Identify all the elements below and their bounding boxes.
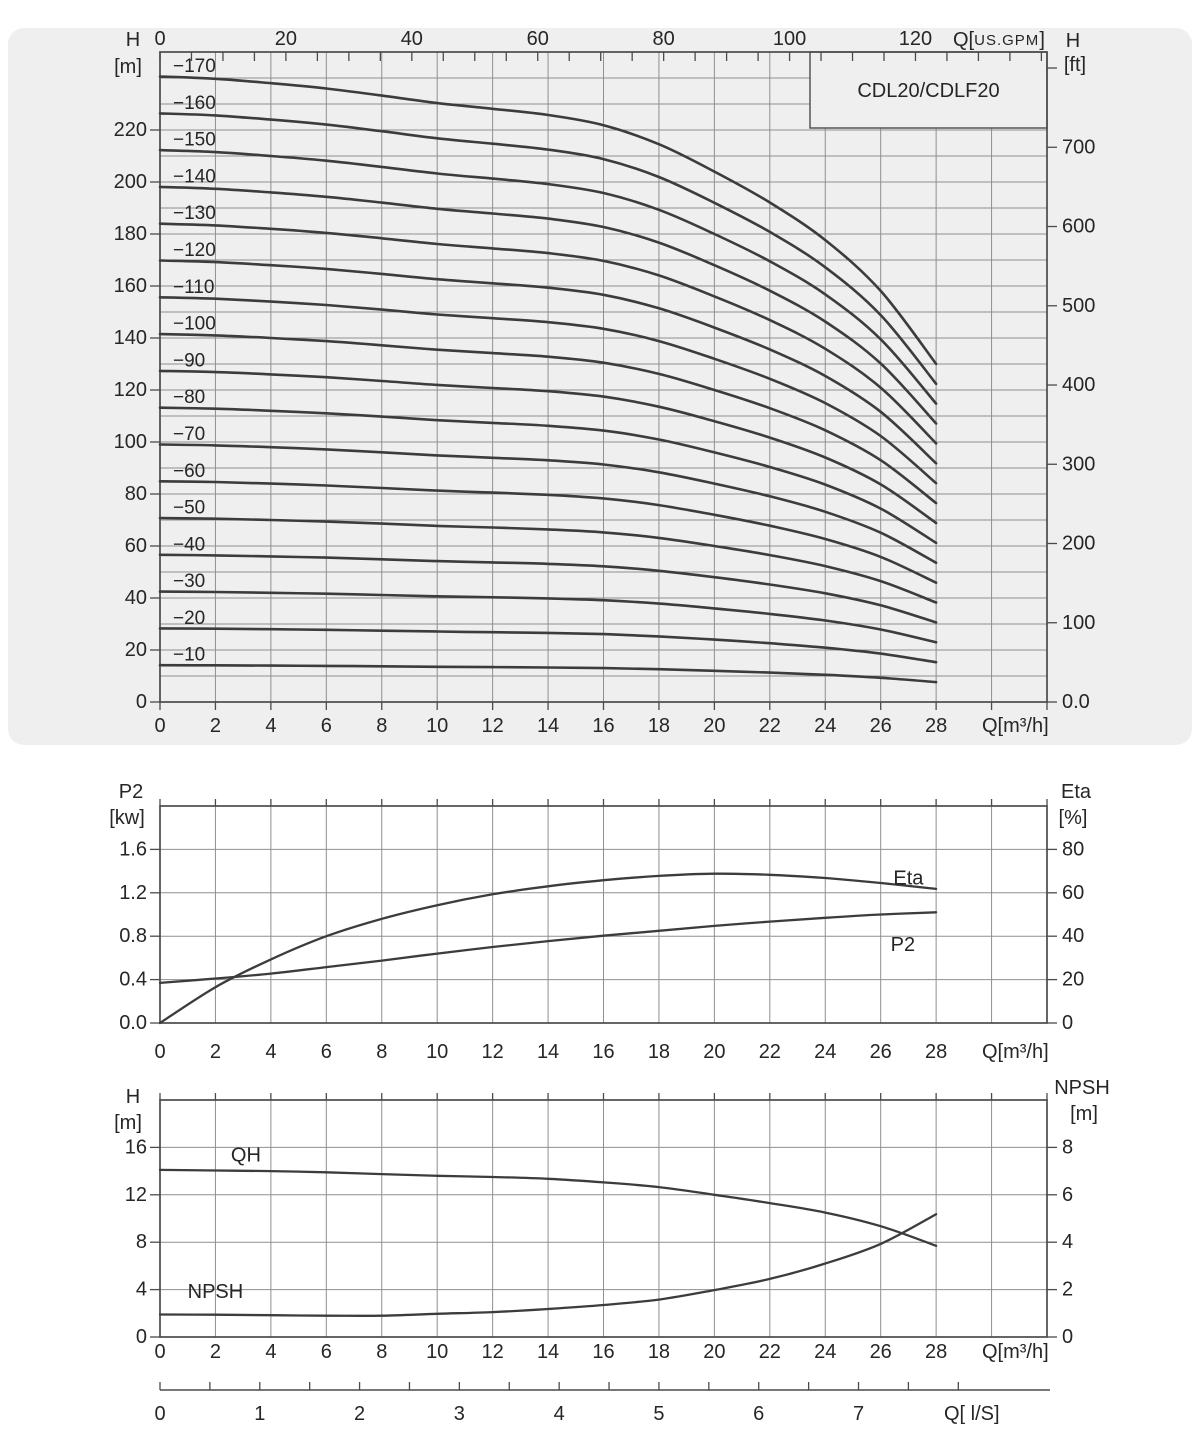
lps-tick-label: 5 <box>653 1403 665 1425</box>
lps-tick-label: 7 <box>852 1403 865 1425</box>
q-tick-label: 18 <box>647 1041 671 1063</box>
curve-label-npsh: NPSH <box>187 1280 244 1303</box>
q-tick-label: 10 <box>426 715 449 737</box>
hm-tick-label: 80 <box>124 483 147 505</box>
npsh-bottom-axis <box>154 1341 1048 1363</box>
q-tick-label: 14 <box>536 1041 560 1063</box>
eta-tick-label: 80 <box>1062 838 1085 861</box>
q-tick-label: 26 <box>869 1041 892 1063</box>
q-tick-label: 26 <box>869 1341 892 1363</box>
stage-curve-label: −30 <box>173 571 206 593</box>
power-efficiency-chart <box>109 781 1092 1063</box>
stage-curve-label: −20 <box>173 607 206 629</box>
q-tick-label: 0 <box>154 715 166 737</box>
q-tick-label: 2 <box>209 1341 221 1363</box>
q-tick-label: 14 <box>536 1341 560 1363</box>
qh-npsh-chart <box>114 1077 1110 1363</box>
eta-tick-label: 60 <box>1062 881 1085 904</box>
q-tick-label: 12 <box>481 715 504 737</box>
model-box-label: CDL20/CDLF20 <box>857 80 1000 102</box>
stage-curve-label: −110 <box>173 276 215 298</box>
q-tick-label: 4 <box>265 1041 277 1063</box>
hm-tick-label: 0 <box>135 691 147 713</box>
hm-tick-label: 4 <box>135 1278 147 1301</box>
q-tick-label: 14 <box>536 715 560 737</box>
q-tick-label: 20 <box>703 715 726 737</box>
stage-curve-label: −100 <box>173 313 216 335</box>
power-right-unit: [%] <box>1058 807 1088 829</box>
top-axis-unit-label: Q[US.GPM] <box>953 29 1045 51</box>
kw-tick-label: 1.2 <box>119 881 147 904</box>
q-tick-label: 28 <box>925 1041 948 1063</box>
q-tick-label: 0 <box>154 1041 166 1063</box>
q-tick-label: 12 <box>481 1041 504 1063</box>
hm-tick-label: 0 <box>135 1326 147 1348</box>
gpm-tick-label: 80 <box>652 28 675 50</box>
q-tick-label: 6 <box>320 715 332 737</box>
curve-label-qh: QH <box>230 1144 261 1167</box>
bottom-axis-unit-label: Q[m³/h] <box>982 715 1049 737</box>
eta-tick-label: 20 <box>1062 968 1085 991</box>
lps-axis <box>154 1382 1050 1425</box>
gpm-tick-label: 0 <box>154 28 166 50</box>
stage-curve-label: −60 <box>173 460 206 482</box>
q-tick-label: 2 <box>209 715 221 737</box>
hft-tick-label: 200 <box>1062 532 1096 555</box>
stage-curve-label: −150 <box>173 129 216 151</box>
power-left-axis <box>109 781 160 1034</box>
gpm-tick-label: 20 <box>274 28 298 50</box>
stage-curve-label: −120 <box>173 240 216 262</box>
hft-tick-label: 100 <box>1062 611 1096 634</box>
q-tick-label: 18 <box>647 715 671 737</box>
npsh-tick-label: 4 <box>1062 1231 1074 1254</box>
lps-tick-label: 3 <box>453 1403 465 1425</box>
hm-tick-label: 200 <box>113 171 147 193</box>
lps-tick-label: 4 <box>553 1403 565 1425</box>
stage-curve-label: −70 <box>173 423 206 445</box>
gpm-tick-label: 120 <box>898 28 933 50</box>
q-tick-label: 28 <box>925 1341 948 1363</box>
eta-tick-label: 40 <box>1062 925 1085 948</box>
lps-tick-label: 6 <box>753 1403 765 1425</box>
npsh-tick-label: 0 <box>1062 1326 1074 1348</box>
q-tick-label: 24 <box>814 1341 837 1363</box>
hm-tick-label: 120 <box>113 379 147 401</box>
q-tick-label: 6 <box>320 1341 332 1363</box>
q-tick-label: 16 <box>592 1341 615 1363</box>
lps-tick-label: 0 <box>154 1403 166 1425</box>
q-tick-label: 16 <box>592 715 615 737</box>
lps-tick-label: 1 <box>254 1403 266 1425</box>
kw-tick-label: 1.6 <box>119 838 147 861</box>
stage-curve-label: −90 <box>173 350 206 372</box>
npsh-right-title: NPSH <box>1054 1077 1110 1099</box>
q-tick-label: 4 <box>265 1341 277 1363</box>
hm-tick-label: 220 <box>113 119 147 141</box>
kw-tick-label: 0.8 <box>119 925 147 948</box>
gpm-tick-label: 40 <box>400 28 423 50</box>
curve-label-eta: Eta <box>893 867 924 890</box>
q-tick-label: 8 <box>376 1041 388 1063</box>
npsh-tick-label: 6 <box>1062 1183 1074 1206</box>
q-tick-label: 6 <box>320 1041 332 1063</box>
hm-tick-label: 180 <box>113 223 147 245</box>
hft-tick-label: 500 <box>1062 294 1096 317</box>
power-right-title: Eta <box>1060 781 1092 803</box>
power-right-axis <box>1047 781 1092 1034</box>
hm-tick-label: 8 <box>135 1231 147 1254</box>
power-bottom-axis <box>154 1041 1048 1063</box>
left-axis-title: H <box>125 29 141 51</box>
left-axis-unit: [m] <box>114 56 142 78</box>
gpm-tick-label: 100 <box>772 28 807 50</box>
hm-tick-label: 20 <box>124 639 147 661</box>
q-tick-label: 28 <box>925 715 948 737</box>
kw-tick-label: 0.4 <box>119 968 147 991</box>
q-tick-label: 22 <box>758 715 781 737</box>
hm-tick-label: 60 <box>124 535 147 557</box>
q-tick-label: 22 <box>758 1341 781 1363</box>
right-axis-title: H <box>1065 30 1081 52</box>
gpm-tick-label: 60 <box>526 28 549 50</box>
kw-tick-label: 0.0 <box>119 1012 147 1034</box>
hm-tick-label: 40 <box>124 587 147 609</box>
hft-tick-label: 400 <box>1062 374 1096 397</box>
power-bottom-unit-label: Q[m³/h] <box>982 1041 1049 1063</box>
npsh-left-unit: [m] <box>114 1112 142 1134</box>
stage-curve-label: −80 <box>173 387 206 409</box>
lps-axis-unit-label: Q[ l/S] <box>944 1403 1000 1425</box>
q-tick-label: 20 <box>703 1341 726 1363</box>
stage-curve-label: −10 <box>173 644 206 666</box>
q-tick-label: 0 <box>154 1341 166 1363</box>
hft-tick-label: 300 <box>1062 453 1096 476</box>
stage-curve-label: −40 <box>173 534 206 556</box>
stage-curve-label: −170 <box>173 56 216 78</box>
q-tick-label: 12 <box>481 1341 504 1363</box>
q-tick-label: 22 <box>758 1041 781 1063</box>
npsh-tick-label: 2 <box>1062 1278 1074 1301</box>
eta-tick-label: 0 <box>1062 1012 1074 1034</box>
npsh-right-unit: [m] <box>1070 1103 1098 1125</box>
q-tick-label: 10 <box>426 1041 449 1063</box>
stage-curve-label: −50 <box>173 497 206 519</box>
q-tick-label: 20 <box>703 1041 726 1063</box>
hft-tick-label: 600 <box>1062 215 1096 238</box>
npsh-bottom-unit-label: Q[m³/h] <box>982 1341 1049 1363</box>
hm-tick-label: 12 <box>124 1183 147 1206</box>
npsh-left-axis <box>114 1086 160 1348</box>
power-left-title: P2 <box>118 781 144 803</box>
npsh-chart-grid <box>160 1100 1047 1337</box>
model-label-box <box>810 52 1047 128</box>
lps-tick-label: 2 <box>354 1403 366 1425</box>
q-tick-label: 8 <box>376 715 388 737</box>
curve-label-p2: P2 <box>890 933 916 956</box>
q-tick-label: 16 <box>592 1041 615 1063</box>
stage-curve-label: −130 <box>173 203 216 225</box>
power-chart-grid <box>160 806 1047 1023</box>
stage-curve-label: −140 <box>173 166 216 188</box>
q-tick-label: 10 <box>426 1341 449 1363</box>
npsh-right-axis <box>1047 1077 1110 1348</box>
hft-tick-label: 700 <box>1062 136 1096 159</box>
npsh-left-title: H <box>125 1086 141 1108</box>
q-tick-label: 4 <box>265 715 277 737</box>
q-tick-label: 26 <box>869 715 892 737</box>
hm-tick-label: 140 <box>113 327 147 349</box>
hm-tick-label: 100 <box>113 431 147 453</box>
q-tick-label: 2 <box>209 1041 221 1063</box>
stage-curve-label: −160 <box>173 92 216 114</box>
hft-tick-label: 0.0 <box>1062 691 1090 713</box>
right-axis-unit: [ft] <box>1063 54 1087 76</box>
power-left-unit: [kw] <box>109 807 145 829</box>
hm-tick-label: 16 <box>124 1136 147 1159</box>
hm-tick-label: 160 <box>113 275 147 297</box>
q-tick-label: 24 <box>814 715 837 737</box>
q-tick-label: 8 <box>376 1341 388 1363</box>
q-tick-label: 24 <box>814 1041 837 1063</box>
npsh-tick-label: 8 <box>1062 1136 1074 1159</box>
q-tick-label: 18 <box>647 1341 671 1363</box>
